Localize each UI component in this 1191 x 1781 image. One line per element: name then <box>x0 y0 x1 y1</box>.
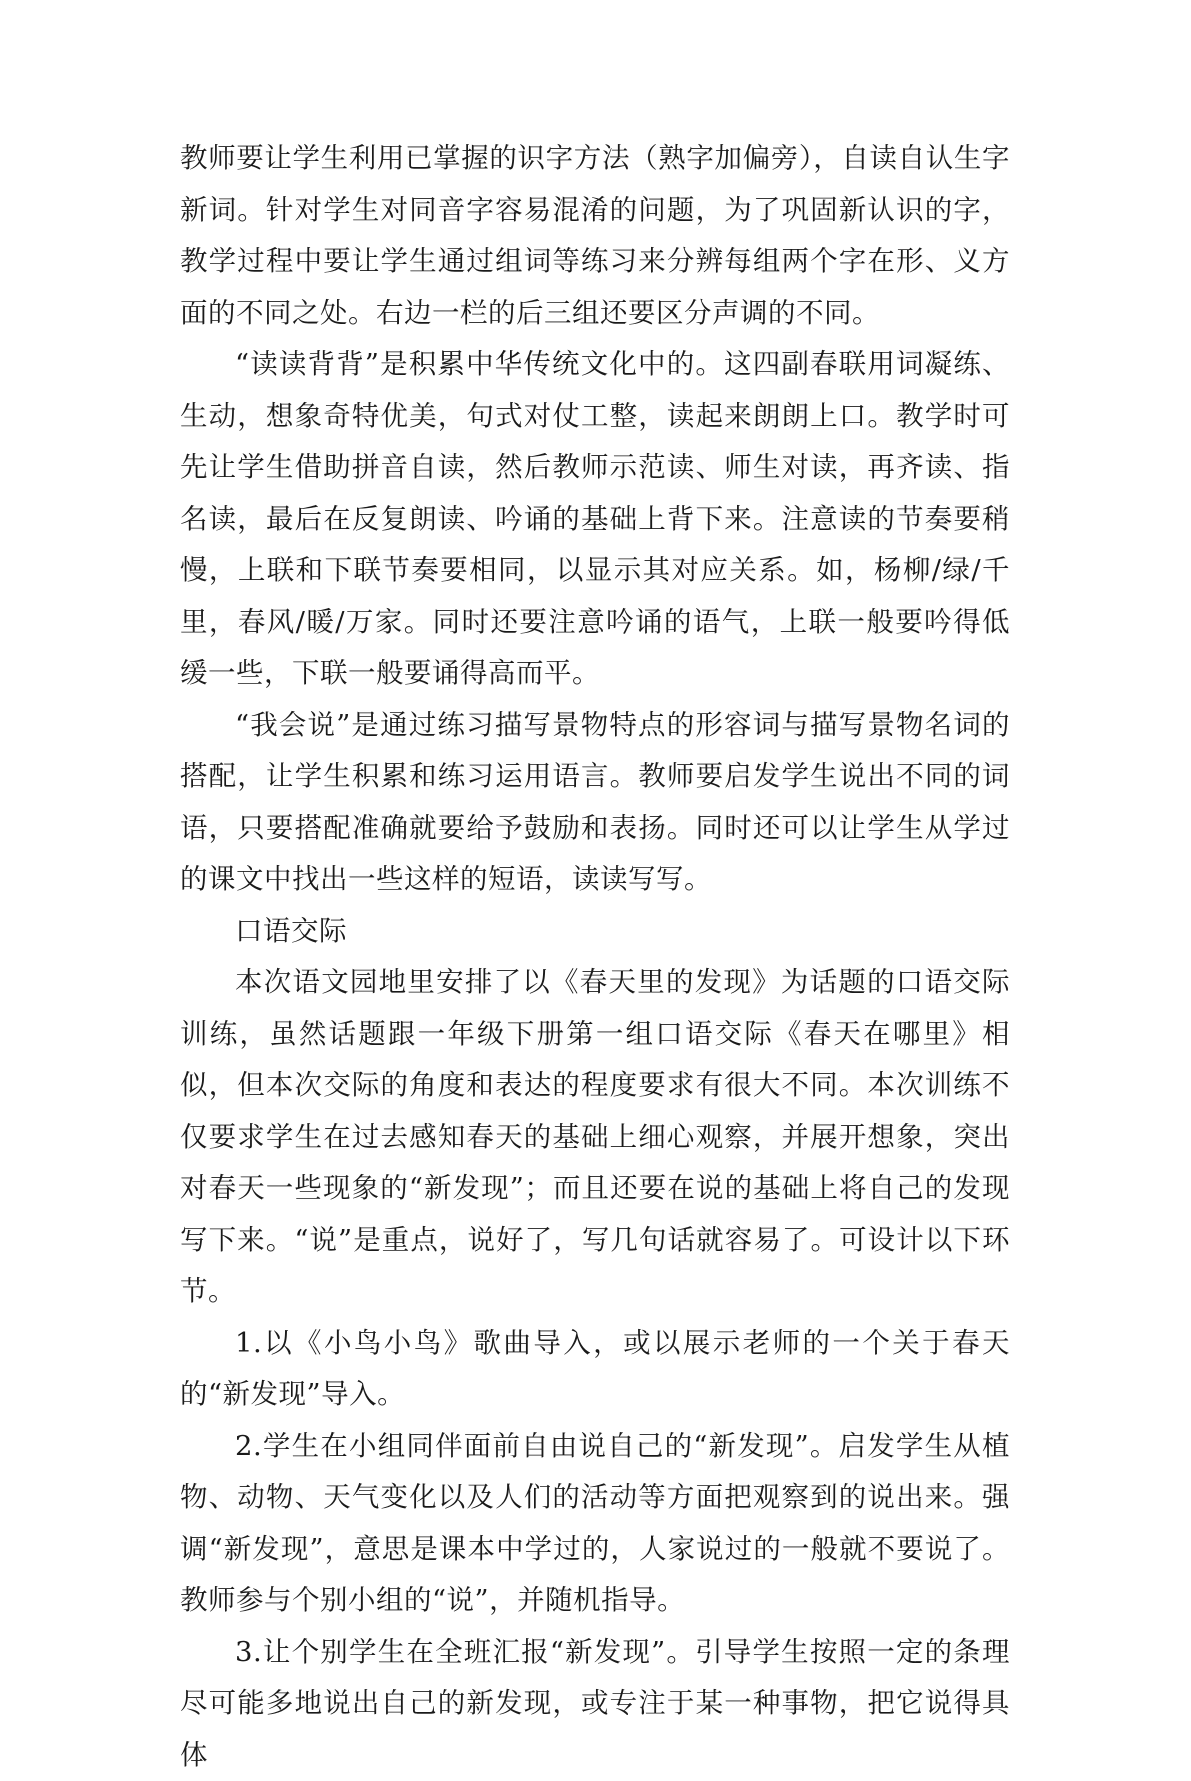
paragraph-i-can-say: “我会说”是通过练习描写景物特点的形容词与描写景物名词的搭配，让学生积累和练习运用语言。教师要启发学生说出不同的词语，只要搭配准确就要给予鼓励和表扬。同时还可以让学生从学过的课文中找出一些这样的短语，读读写写。 <box>180 700 1010 906</box>
list-item-step-1: 1.以《小鸟小鸟》歌曲导入，或以展示老师的一个关于春天的“新发现”导入。 <box>180 1318 1010 1421</box>
paragraph-literacy-methods: 教师要让学生利用已掌握的识字方法（熟字加偏旁），自读自认生字新词。针对学生对同音字容易混淆的问题，为了巩固新认识的字，教学过程中要让学生通过组词等练习来分辨每组两个字在形、义方面的不同之处。右边一栏的后三组还要区分声调的不同。 <box>180 133 1010 339</box>
paragraph-oral-communication-intro: 本次语文园地里安排了以《春天里的发现》为话题的口语交际训练，虽然话题跟一年级下册第一组口语交际《春天在哪里》相似，但本次交际的角度和表达的程度要求有很大不同。本次训练不仅要求学生在过去感知春天的基础上细心观察，并展开想象，突出对春天一些现象的“新发现”；而且还要在说的基础上将自己的发现写下来。“说”是重点，说好了，写几句话就容易了。可设计以下环节。 <box>180 957 1010 1318</box>
document-body <box>180 133 1010 1781</box>
section-heading-oral-communication: 口语交际 <box>180 906 1010 958</box>
paragraph-read-and-recite: “读读背背”是积累中华传统文化中的。这四副春联用词凝练、生动，想象奇特优美，句式对仗工整，读起来朗朗上口。教学时可先让学生借助拼音自读，然后教师示范读、师生对读，再齐读、指名读，最后在反复朗读、吟诵的基础上背下来。注意读的节奏要稍慢，上联和下联节奏要相同，以显示其对应关系。如，杨柳/绿/千里，春风/暖/万家。同时还要注意吟诵的语气，上联一般要吟得低缓一些，下联一般要诵得高而平。 <box>180 339 1010 700</box>
list-item-step-2: 2.学生在小组同伴面前自由说自己的“新发现”。启发学生从植物、动物、天气变化以及人们的活动等方面把观察到的说出来。强调“新发现”，意思是课本中学过的，人家说过的一般就不要说了。教师参与个别小组的“说”，并随机指导。 <box>180 1421 1010 1627</box>
list-item-step-3: 3.让个别学生在全班汇报“新发现”。引导学生按照一定的条理尽可能多地说出自己的新发现，或专注于某一种事物，把它说得具体 <box>180 1627 1010 1781</box>
